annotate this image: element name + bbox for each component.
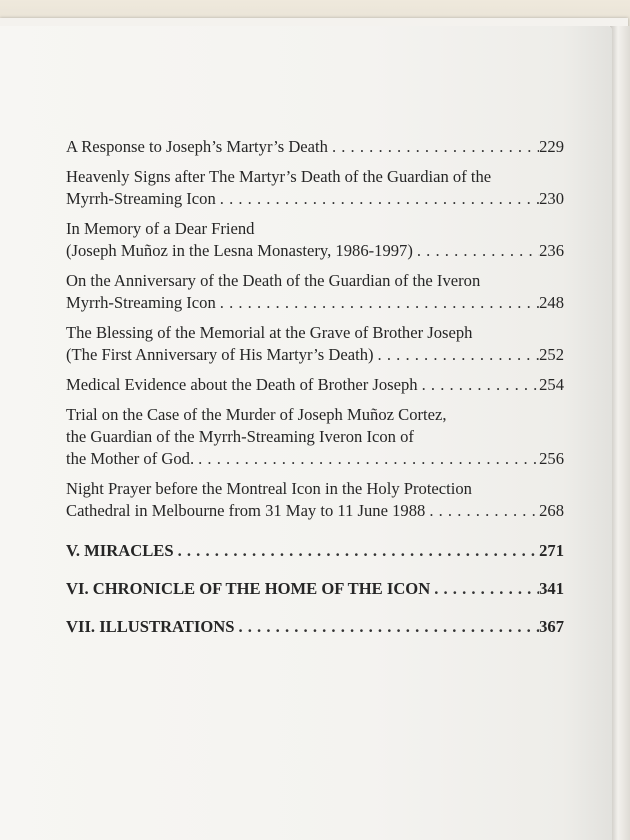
toc-entry-title-end: Myrrh-Streaming Icon bbox=[66, 189, 216, 208]
toc-page-number: 248 bbox=[539, 293, 564, 312]
toc-section-title: V. MIRACLES bbox=[66, 541, 174, 560]
toc-section-title: VII. ILLUSTRATIONS bbox=[66, 617, 235, 636]
book-page bbox=[0, 26, 612, 840]
dot-leader bbox=[430, 578, 539, 600]
toc-entry bbox=[66, 322, 564, 366]
dot-leader bbox=[234, 616, 539, 638]
toc-entry-title-end: Myrrh-Streaming Icon bbox=[66, 293, 216, 312]
dot-leader bbox=[413, 240, 539, 262]
dot-leader bbox=[328, 136, 539, 158]
toc-page-number: 256 bbox=[539, 449, 564, 468]
dot-leader bbox=[194, 448, 539, 470]
dot-leader bbox=[374, 344, 540, 366]
toc-entry-title: On the Anniversary of the Death of the Guardian of the Iveron bbox=[66, 271, 481, 290]
table-of-contents bbox=[66, 136, 564, 638]
toc-entry-title-end: (Joseph Muñoz in the Lesna Monastery, 1986-1997) bbox=[66, 241, 413, 260]
toc-page-number: 271 bbox=[539, 541, 564, 560]
dot-leader bbox=[174, 540, 540, 562]
toc-entry-title-end: the Mother of God. bbox=[66, 449, 195, 468]
dot-leader bbox=[216, 292, 539, 314]
toc-entry-title: The Blessing of the Memorial at the Grave of Brother Joseph bbox=[66, 323, 473, 342]
toc-entry-title: Medical Evidence about the Death of Brother Joseph bbox=[66, 375, 418, 394]
dot-leader bbox=[425, 500, 539, 522]
toc-entry bbox=[66, 478, 564, 522]
toc-entry-title: Trial on the Case of the Murder of Joseph Muñoz Cortez, bbox=[66, 405, 447, 424]
toc-entry bbox=[66, 218, 564, 262]
toc-page-number: 252 bbox=[539, 345, 564, 364]
dot-leader bbox=[216, 188, 539, 210]
toc-page-number: 268 bbox=[539, 501, 564, 520]
toc-entry-title: In Memory of a Dear Friend bbox=[66, 219, 255, 238]
toc-section bbox=[66, 616, 564, 638]
toc-entry-title: A Response to Joseph’s Martyr’s Death bbox=[66, 137, 328, 156]
toc-entry-title: Night Prayer before the Montreal Icon in the Holy Protection bbox=[66, 479, 472, 498]
toc-entry bbox=[66, 374, 564, 396]
toc-page-number: 236 bbox=[539, 241, 564, 260]
book-page-edge bbox=[610, 26, 630, 840]
dot-leader bbox=[418, 374, 540, 396]
toc-entry-title-end: Cathedral in Melbourne from 31 May to 11 June 1988 bbox=[66, 501, 426, 520]
toc-entry bbox=[66, 404, 564, 470]
toc-page-number: 254 bbox=[539, 375, 564, 394]
toc-section bbox=[66, 578, 564, 600]
toc-entry-title-cont: the Guardian of the Myrrh-Streaming Iveron Icon of bbox=[66, 427, 414, 446]
toc-entry bbox=[66, 166, 564, 210]
toc-page-number: 341 bbox=[539, 579, 564, 598]
toc-entry bbox=[66, 136, 564, 158]
toc-section bbox=[66, 540, 564, 562]
toc-entry-title: Heavenly Signs after The Martyr’s Death of the Guardian of the bbox=[66, 167, 492, 186]
toc-section-title: VI. CHRONICLE OF THE HOME OF THE ICON bbox=[66, 579, 431, 598]
toc-page-number: 229 bbox=[539, 137, 564, 156]
toc-entry-title-end: (The First Anniversary of His Martyr’s Death) bbox=[66, 345, 374, 364]
toc-entry bbox=[66, 270, 564, 314]
toc-page-number: 367 bbox=[539, 617, 564, 636]
toc-page-number: 230 bbox=[539, 189, 564, 208]
